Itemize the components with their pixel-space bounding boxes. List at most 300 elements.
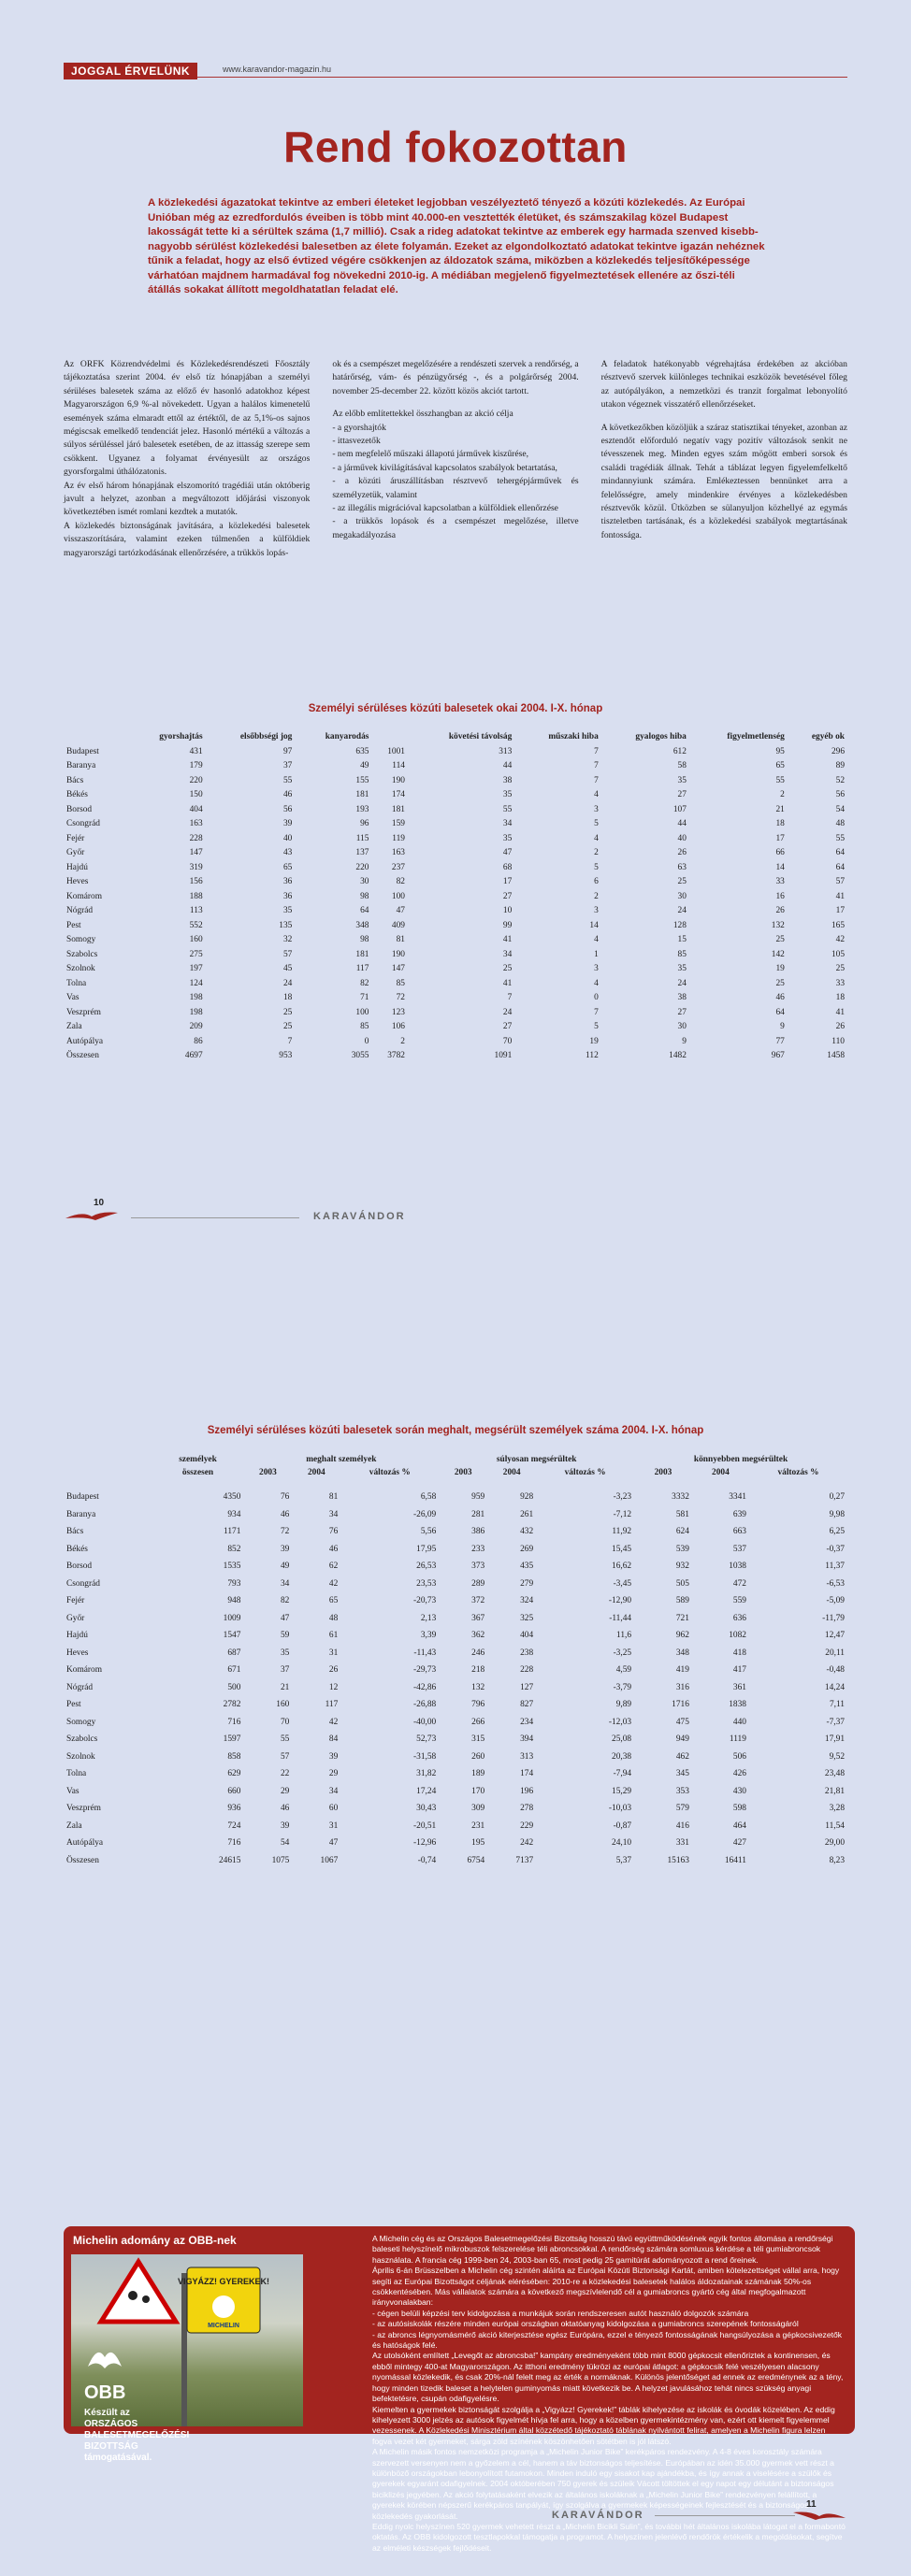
row-label: Somogy	[66, 1717, 96, 1727]
table-cell: 1482	[669, 1051, 687, 1061]
table-cell: 218	[471, 1665, 485, 1676]
row-label: Komárom	[66, 891, 103, 901]
table-row	[64, 904, 847, 919]
table-cell: 9	[682, 1036, 687, 1046]
table-cell: -7,37	[826, 1717, 845, 1727]
table-cell: 8,23	[829, 1855, 845, 1865]
table-cell: 260	[471, 1751, 485, 1762]
table-cell: 11,37	[825, 1561, 845, 1572]
table-cell: 635	[355, 746, 369, 756]
table-cell: 0	[364, 1036, 369, 1046]
obb-logo	[84, 2339, 190, 2464]
table-cell: 26	[775, 906, 785, 916]
table-cell: 19	[775, 964, 785, 974]
table-cell: 1038	[729, 1561, 746, 1572]
table-cell: 42	[835, 935, 845, 945]
table-cell: 279	[520, 1578, 534, 1589]
table-cell: -3,25	[613, 1648, 632, 1658]
table-cell: -11,79	[822, 1613, 845, 1623]
table-cell: 430	[732, 1786, 746, 1796]
table-cell: 9,98	[829, 1509, 845, 1519]
table-cell: 17,24	[416, 1786, 437, 1796]
table-cell: 150	[189, 790, 203, 800]
column-header: 2003	[259, 1468, 277, 1477]
table-cell: 559	[732, 1596, 746, 1606]
table-cell: 231	[471, 1820, 485, 1831]
table-cell: 113	[189, 906, 203, 916]
column-header: figyelmetlenség	[727, 732, 785, 741]
table-cell: 127	[520, 1682, 534, 1692]
table-cell: 49	[360, 761, 369, 771]
list-item: - a járművek kivilágításával kapcsolatos szabályok betartatása,	[332, 462, 557, 473]
table-cell: 14	[775, 862, 785, 872]
row-label: Heves	[66, 1648, 89, 1658]
table-cell: 506	[732, 1751, 746, 1762]
table-row	[64, 817, 847, 832]
table-cell: 48	[328, 1613, 339, 1623]
table-cell: 46	[280, 1804, 290, 1814]
table-cell: 35	[502, 833, 513, 843]
table-cell: 246	[471, 1648, 485, 1658]
table-cell: 18	[775, 819, 785, 829]
table-row	[64, 1034, 847, 1049]
table-cell: 64	[835, 848, 845, 858]
paragraph: A Michelin másik fontos nemzetközi programja a „Michelin Junior Bike” kerékpáros rendezvény. A 4-8 éves korosztály számára szervezett versenyen nem a győzelem a cél, hanem a táv biztonságos teljesítése. Európában az idén 35.000 gyermek vett részt a különböző országokban lebonyolított futamokon. Minden induló egy sisakot kap ajándékba, és így annak a viselésére a szülők és gyerekek egyaránt odafigyelnek. 2004 októberében 750 gyerek és szüleik Vácott töltöttek el egy napot egy délutánt a biztonságos biciklizés jegyében. Az akció folytatásaként elvezik az általános iskoláknak a „Michelin Junior Bike” rendezvényen felállított, a gyerekek körében népszerű kerékpáros tanpályát, így szolgálva a gyermekek képességeinek fejlesztését és a biztonságos közlekedés gyakorlását.	[372, 2447, 834, 2521]
table-cell: 3	[594, 804, 599, 814]
table-cell: 1838	[729, 1700, 746, 1710]
table-cell: 25	[677, 877, 687, 887]
table-row	[64, 1679, 847, 1697]
table-cell: 82	[280, 1596, 290, 1606]
table-cell: 37	[282, 761, 293, 771]
table-cell: 3782	[387, 1051, 405, 1061]
table-cell: 537	[732, 1544, 746, 1554]
page-number: 10	[94, 1198, 105, 1208]
table-cell: 15163	[667, 1855, 689, 1865]
table-cell: 9,89	[615, 1700, 632, 1710]
table-cell: 4	[594, 790, 599, 800]
table-cell: 3332	[672, 1492, 689, 1503]
table-cell: 948	[227, 1596, 241, 1606]
table-cell: 348	[355, 920, 369, 930]
table-cell: 34	[328, 1786, 339, 1796]
table-cell: 11,92	[612, 1527, 632, 1537]
site-url[interactable]: www.karavandor-magazin.hu	[223, 65, 332, 74]
table-cell: -11,43	[413, 1648, 437, 1658]
table-cell: 190	[391, 775, 405, 785]
footer-rule	[655, 2515, 795, 2516]
table-cell: 11,54	[825, 1820, 845, 1831]
table-row	[64, 918, 847, 933]
table-cell: 58	[677, 761, 687, 771]
table-cell: 56	[835, 790, 845, 800]
table-cell: 432	[520, 1527, 534, 1537]
table-cell: 24	[502, 1007, 513, 1017]
paragraph: Az év első három hónapjának elszomorító tragédiái után októberig javult a helyzet, azonban a megváltozott időjárási viszonyok következtében ismét romlani kezdtek a mutatók.	[64, 480, 311, 518]
table-cell: 3,39	[420, 1631, 437, 1641]
bird-logo-icon	[64, 1209, 120, 1222]
bird-logo-icon	[791, 2509, 847, 2522]
table-cell: 962	[675, 1631, 689, 1641]
table-cell: 117	[325, 1700, 339, 1710]
table-cell: 416	[675, 1820, 689, 1831]
table-cell: 404	[520, 1631, 534, 1641]
table-cell: 362	[471, 1631, 485, 1641]
table-cell: 29,00	[824, 1838, 845, 1849]
footer-rule	[131, 1217, 299, 1218]
table-cell: 1091	[494, 1051, 513, 1061]
table-cell: 316	[675, 1682, 689, 1692]
table-cell: 37	[280, 1665, 290, 1676]
table-cell: 179	[189, 761, 203, 771]
table-cell: 195	[471, 1838, 485, 1849]
table-cell: 77	[775, 1036, 785, 1046]
table-cell: 7	[594, 775, 599, 785]
table-cell: 35	[502, 790, 513, 800]
table-cell: 1001	[387, 746, 405, 756]
table-row	[64, 860, 847, 875]
row-label: Csongrád	[66, 819, 100, 829]
table-row	[64, 1662, 847, 1679]
table-cell: 417	[732, 1665, 746, 1676]
table-cell: 4350	[223, 1492, 241, 1503]
table-cell: 59	[280, 1631, 290, 1641]
brand-logo: KARAVÁNDOR	[313, 1211, 406, 1222]
row-label: Heves	[66, 877, 89, 887]
table-cell: 46	[775, 993, 785, 1003]
table-cell: 30,43	[416, 1804, 437, 1814]
table-cell: 135	[279, 920, 293, 930]
table-cell: 612	[672, 746, 687, 756]
table2-title: Személyi sérüléses közúti balesetek során meghalt, megsérült személyek száma 2004. I-X. hónap	[207, 1425, 704, 1436]
table-cell: 16411	[724, 1855, 746, 1865]
table-cell: 928	[520, 1492, 534, 1503]
table-cell: 49	[280, 1561, 290, 1572]
table-cell: 25	[835, 964, 845, 974]
table-cell: -3,79	[613, 1682, 632, 1692]
table-cell: 60	[328, 1804, 339, 1814]
list-item: - nem megfelelő műszaki állapotú járművek kiszűrése,	[332, 449, 528, 460]
table-cell: 21	[280, 1682, 290, 1692]
table-cell: 81	[396, 935, 405, 945]
table-cell: 25	[775, 935, 785, 945]
table-cell: 24615	[218, 1855, 241, 1865]
row-label: Baranya	[66, 761, 96, 771]
table-cell: 345	[675, 1769, 689, 1779]
table-row	[64, 831, 847, 846]
sub-header-row	[64, 1466, 847, 1479]
row-label: Győr	[66, 848, 85, 858]
column-header: változás %	[564, 1468, 606, 1477]
paragraph: Az utolsóként említett „Levegőt az abroncsba!” kampány eredményeként több mint 8000 gépkocsit ellenőriztek a kontinensen, és ebből mintegy 400-at Magyarországon. Az itthoni eredmény tükrözi az európai átlagot: a gépkocsik felé veszélyesen alacsony nyomással közlekedik, és csak 20%-nál felelt meg az érték a normáknak. Különös jelentőséget ad ennek az eredménynek az a tény, hogy minden tizedik baleset a helytelen guminyomás miatt következik be. A helyzet javulásához tehát nincs szükség anyagi befektetésre, csupán odafigyelésre.	[372, 2351, 844, 2404]
table-cell: 26,53	[416, 1561, 437, 1572]
table-cell: 82	[396, 877, 405, 887]
row-label: Nógrád	[66, 906, 94, 916]
column-header: gyorshajtás	[159, 732, 203, 741]
table-cell: 41	[835, 891, 845, 901]
table-cell: 220	[355, 862, 369, 872]
table-row	[64, 846, 847, 861]
paragraph: Az előbb említettekkel összhangban az akció célja	[332, 409, 513, 420]
table-cell: 66	[775, 848, 785, 858]
table-cell: 44	[502, 761, 513, 771]
table-cell: 386	[471, 1527, 485, 1537]
box-text	[372, 2234, 846, 2554]
table-cell: 21,81	[824, 1786, 845, 1796]
table-cell: 27	[677, 1007, 687, 1017]
table-row	[64, 1714, 847, 1732]
table-cell: 155	[355, 775, 369, 785]
table-cell: 57	[282, 949, 293, 959]
table-cell: 598	[732, 1804, 746, 1814]
casualties-table	[64, 1453, 847, 1869]
table-cell: 367	[471, 1613, 485, 1623]
table-cell: -29,73	[413, 1665, 437, 1676]
table-cell: 36	[282, 891, 293, 901]
table-row	[64, 1020, 847, 1035]
table-cell: 7	[594, 746, 599, 756]
table-cell: 3,28	[829, 1804, 845, 1814]
table-row	[64, 991, 847, 1006]
table-cell: -31,58	[413, 1751, 437, 1762]
table-cell: 932	[675, 1561, 689, 1572]
table-cell: 404	[189, 804, 203, 814]
row-label: Szabolcs	[66, 1734, 98, 1745]
row-label: Autópálya	[66, 1838, 104, 1849]
table-cell: 96	[360, 819, 369, 829]
table-cell: 32	[282, 935, 293, 945]
table-cell: 35	[282, 906, 293, 916]
row-label: Békés	[66, 790, 88, 800]
table-cell: 9	[780, 1022, 785, 1032]
table-cell: 934	[227, 1509, 241, 1519]
table-cell: 2	[594, 848, 599, 858]
table-cell: 10	[502, 906, 513, 916]
table-cell: 45	[282, 964, 293, 974]
table-cell: 42	[328, 1578, 339, 1589]
table-row	[64, 933, 847, 948]
table-cell: 275	[189, 949, 203, 959]
table-cell: 15,45	[612, 1544, 632, 1554]
row-label: Budapest	[66, 1492, 99, 1503]
table-cell: -0,87	[613, 1820, 632, 1831]
table-cell: 65	[282, 862, 293, 872]
table-cell	[64, 1453, 152, 1466]
table-cell: 84	[328, 1734, 339, 1745]
table-cell: 76	[280, 1492, 290, 1503]
table-cell: 85	[677, 949, 687, 959]
table-cell: 72	[396, 993, 405, 1003]
table-row	[64, 1592, 847, 1610]
table-cell: 372	[471, 1596, 485, 1606]
table-cell: 23,48	[824, 1769, 845, 1779]
table-cell: 105	[831, 949, 845, 959]
table-row	[64, 1818, 847, 1835]
table-cell: 41	[502, 935, 513, 945]
table-cell: 40	[282, 833, 293, 843]
row-label: Fejér	[66, 833, 85, 843]
table-cell: 671	[227, 1665, 241, 1676]
table-cell: 198	[189, 1007, 203, 1017]
table-cell: 266	[471, 1717, 485, 1727]
article-body	[64, 358, 847, 560]
table-cell: 4,59	[615, 1665, 632, 1676]
table-cell: 313	[499, 746, 513, 756]
table-cell: 7137	[515, 1855, 534, 1865]
table-cell: 39	[328, 1751, 339, 1762]
table-header-row	[64, 729, 847, 744]
row-label: Tolna	[66, 1769, 87, 1779]
list-item: - ittasvezetők	[332, 436, 381, 447]
column-header: 2003	[454, 1468, 472, 1477]
table-cell: 174	[520, 1769, 534, 1779]
table-row	[64, 1489, 847, 1506]
table-cell: 110	[831, 1036, 845, 1046]
table-cell: 27	[677, 790, 687, 800]
column-3	[601, 358, 847, 560]
table-cell: 1009	[223, 1613, 241, 1623]
table-cell: 581	[675, 1509, 689, 1519]
article-title: Rend fokozottan	[283, 122, 628, 171]
row-label: Győr	[66, 1613, 85, 1623]
table-cell: 159	[391, 819, 405, 829]
row-label: Borsod	[66, 804, 93, 814]
table-cell: 6754	[467, 1855, 485, 1865]
table-cell: 269	[520, 1544, 534, 1554]
table-cell: 724	[227, 1820, 241, 1831]
table-row	[64, 1852, 847, 1870]
table-row	[64, 1627, 847, 1645]
table-cell: 716	[227, 1838, 241, 1849]
article-lead: A közlekedési ágazatokat tekintve az emberi életeket legjobban veszélyeztető tényező a közúti közlekedés. Az Európai Unióban még az ezredfordulós éveiben is több mint 40.000-en vesztették életüket, és számszakilag közel Budapest lakosságát tette ki a sérültek száma (1,7 millió). Csak a rideg adatokat tekintve az emberek egy harmada szenved kisebb-nagyobb sérülést közlekedési balesetben az élete folyamán. Ezeket az elgondolkoztató adatokat tekintve igazán nehéznek tűnik a feladat, hogy az első évtized végére csökkenjen az áldozatok száma, miközben a közlekedés teljesítőképessége várhatóan majdnem harmadával fog növekedni 2010-ig. A médiában megjelenő figyelmeztetések ellenére az őszi-téli átállás sokakat állított megoldhatatlan feladat elé.	[148, 197, 765, 295]
sign-brand: MICHELIN	[208, 2323, 239, 2329]
table-cell: 793	[227, 1578, 241, 1589]
table-cell: 46	[282, 790, 293, 800]
table-cell: 238	[520, 1648, 534, 1658]
header-bar	[64, 63, 847, 78]
table-cell: -7,94	[613, 1769, 632, 1779]
table-cell: -0,37	[826, 1544, 845, 1554]
table-row	[64, 1645, 847, 1662]
table-cell: 716	[227, 1717, 241, 1727]
column-header: változás %	[369, 1468, 411, 1477]
table-cell: 3	[594, 964, 599, 974]
table-cell: 394	[520, 1734, 534, 1745]
table-cell: 936	[227, 1804, 241, 1814]
table-cell: 552	[189, 920, 203, 930]
table-cell: 64	[360, 906, 369, 916]
table-cell: -3,23	[613, 1492, 632, 1503]
table-cell: 17	[502, 877, 513, 887]
row-label: Komárom	[66, 1665, 103, 1676]
table-cell: 440	[732, 1717, 746, 1727]
paragraph: Az ORFK Közrendvédelmi és Közlekedésrendészeti Főosztály tájékoztatása szerint 2004. év első tíz hónapjában a személyi sérüléses balesetek száma az előző év hasonló adatokhoz képest Magyarországon 6,9 %-al növekedett. Ugyan a halálos kimenetelű események száma elmaradt ettől az értéktől, de az 5,1%-os sajnos mégiscsak emelkedő tendenciát jelez. Hasonló mértékű a változás a súlyos sérüléssel járó balesetek esetében, de az ittasság szerepe sem csökkent. Ugyanez a folyamat érvényesült az országos gyorsforgalmi úthálózatonis.	[64, 359, 311, 478]
table-cell: 55	[775, 775, 785, 785]
column-header: kanyarodás	[325, 732, 369, 741]
table-cell: -11,44	[609, 1613, 632, 1623]
table-cell: 324	[520, 1596, 534, 1606]
table-cell: 967	[771, 1051, 785, 1061]
table-cell: 237	[391, 862, 405, 872]
row-label: Fejér	[66, 1596, 85, 1606]
table-cell: 86	[194, 1036, 203, 1046]
table-cell: 6	[594, 877, 599, 887]
row-label: Veszprém	[66, 1804, 101, 1814]
table-cell: 132	[771, 920, 785, 930]
table-cell: 123	[391, 1007, 405, 1017]
box-left	[64, 2226, 363, 2463]
table-cell: 46	[280, 1509, 290, 1519]
table-cell: 315	[471, 1734, 485, 1745]
table-cell: 261	[520, 1509, 534, 1519]
group-header-row	[64, 1453, 847, 1466]
table-cell: 170	[471, 1786, 485, 1796]
table-cell: 0,27	[829, 1492, 845, 1503]
table-cell: 629	[227, 1769, 241, 1779]
table-cell: 35	[280, 1648, 290, 1658]
table-cell: 70	[502, 1036, 513, 1046]
table-cell: 220	[189, 775, 203, 785]
group-header: személyek	[179, 1455, 217, 1464]
table-row	[64, 1696, 847, 1714]
table-cell: 14	[589, 920, 599, 930]
table-cell: 112	[586, 1051, 599, 1061]
table-cell: 25	[502, 964, 513, 974]
table-cell: 34	[328, 1509, 339, 1519]
table-cell: 57	[280, 1751, 290, 1762]
column-header: 2003	[654, 1468, 672, 1477]
paragraph: Április 6-án Brüsszelben a Michelin cég szintén aláírta az Európai Közúti Biztonsági Kartát, amiben kötelezettséget vállal arra, hogy segíti az Európai Bizottságot céljának elérésében: 2010-re a közlekedési balesetek halálos áldozatainak számának 50%-os csökkentésében. Más vállalatok számára a következő megszívlelendő cél a gumiabroncs gyártó cég által megfogalmazott irányvonalakban:	[372, 2266, 840, 2308]
list-item: - az illegális migrációval kapcsolatban a külföldiek ellenőrzése	[332, 503, 558, 514]
table-cell: 7	[287, 1036, 293, 1046]
table-row	[64, 889, 847, 904]
table-cell: 660	[227, 1786, 241, 1796]
column-header: változás %	[777, 1468, 819, 1477]
table-cell: -42,86	[413, 1682, 437, 1692]
sign-text: VIGYÁZZ! GYEREKEK!	[177, 2277, 270, 2286]
table-cell: 55	[502, 804, 513, 814]
table-cell: 23,53	[416, 1578, 437, 1589]
paragraph: A következőkben közöljük a száraz statisztikai tényeket, azonban az esztendőt előforduló negatív vagy pozitív változások senkit ne tévesszenek meg. Minden egyes szám mögött emberi sorsok és családi tragédiák állnak. Tehát a táblázat legyen figyelemfelkeltő mindannyiunk számára. Emlékeztessen bennünket arra a felelősségre, amely mindenkire érvényes a közlekedésben résztvevők közül. Ütközben se sülanyuljon közhellyé az egymás tiszteletben tartásának, és a közlekedési szabályok megtartásának fontossága.	[600, 422, 847, 540]
table-cell: 25,08	[612, 1734, 632, 1745]
table-cell: 160	[276, 1700, 290, 1710]
table-cell: 229	[520, 1820, 534, 1831]
obb-bird-icon	[84, 2339, 125, 2376]
table-cell: 242	[520, 1838, 534, 1849]
table-cell: 24	[282, 978, 293, 988]
table-cell: 9,52	[829, 1751, 845, 1762]
table-cell: 16	[775, 891, 785, 901]
table-cell: 197	[189, 964, 203, 974]
table-cell: 68	[502, 862, 513, 872]
row-label: Békés	[66, 1544, 88, 1554]
row-label: Hajdú	[66, 1631, 88, 1641]
brand-logo: KARAVÁNDOR	[552, 2510, 644, 2521]
table-cell: 62	[328, 1561, 339, 1572]
paragraph: A feladatok hatékonyabb végrehajtása érdekében az akcióban résztvevő szervek különleges technikai eszközök bevetésével főleg az autópályákon, a nemzetközi és tranzit forgalmat lebonyolító utakon végeznek visszatérő ellenőrzéseket.	[600, 359, 847, 410]
table-cell: 827	[520, 1700, 534, 1710]
list-item: - a közúti áruszállításban résztvevő tehergépjárművek és személyzetük, valamint	[332, 476, 579, 500]
row-label: Nógrád	[66, 1682, 94, 1692]
table-cell: 72	[280, 1527, 290, 1537]
row-label: Hajdú	[66, 862, 88, 872]
table-cell: 589	[675, 1596, 689, 1606]
page-number: 11	[806, 2499, 817, 2510]
table-cell: 18	[835, 993, 845, 1003]
row-label: Bács	[66, 775, 84, 785]
row-label: Vas	[66, 1786, 80, 1796]
table-row	[64, 1749, 847, 1766]
